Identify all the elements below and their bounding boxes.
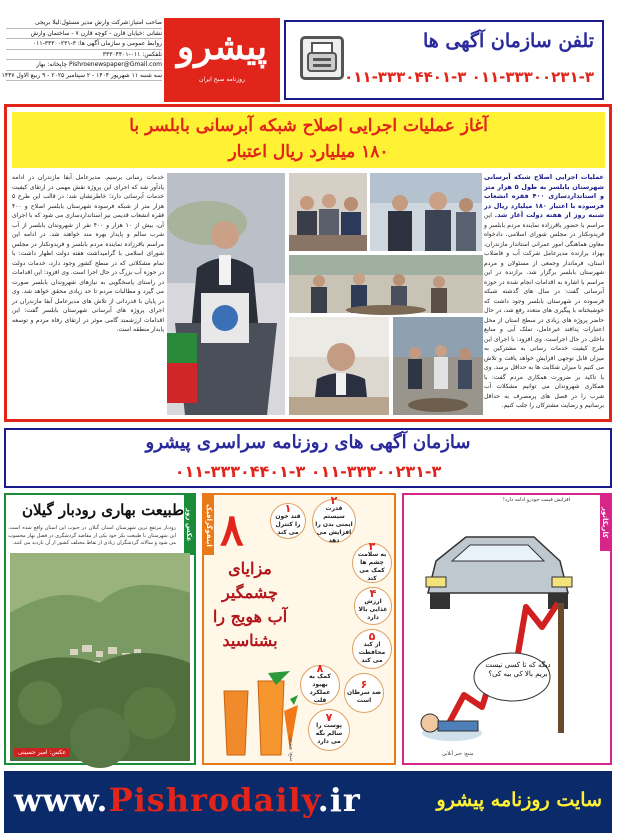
benefit-bubble: ۶ ضد سرطان است <box>344 673 384 713</box>
photo-work-site <box>289 255 483 313</box>
photo-of-day-tag: عکس روز <box>184 495 194 555</box>
photo-street-excavation <box>393 317 483 415</box>
cartoon-box <box>402 493 612 765</box>
website-label: سایت روزنامه پیشرو <box>436 789 602 811</box>
info-line: صاحب امتیاز:شرکت وارش مدیر مسئول:لیلا بریجی <box>6 18 162 29</box>
url-brand: Pishrodaily <box>108 781 318 819</box>
benefit-bubble: ۴ ارزش غذایی بالا دارد <box>354 587 392 625</box>
lead-body-right <box>484 173 604 415</box>
infographic-tag: اینفوگرافیک <box>204 495 214 555</box>
ads-phone-title: تلفن سازمان آگهی ها <box>422 30 594 52</box>
cartoon-caption: افزایش قیمت خودرو ادامه دارد! <box>502 497 570 503</box>
photo-of-day-caption: رودبار مرتفع ترین شهرستان استان گیلان در جنوب این استان واقع شده است. این شهرستان با طبیعت بکر خود یکی از مقاصد گردشگری در فصل بهار محسوب می شود و سالانه گردشگران زیادی از نقاط مختلف کشور از آن بازدید می کنند. <box>8 525 176 546</box>
ads-banner[interactable] <box>4 428 612 488</box>
masthead-info <box>1 18 162 100</box>
ads-phone-numbers: ۰۱۱-۳۳۳۰۰۲۳۱-۳ ۰۱۱-۳۳۳۰۴۴۰۱-۳ <box>344 68 594 86</box>
logo-text: پیشرو <box>176 26 268 68</box>
benefit-bubble: ۲ قدرت سیستم ایمنی بدن را افزایش می دهد <box>312 499 356 543</box>
photo-credit: عکس: امیر حسینی <box>14 748 70 757</box>
url-suffix: .ir <box>317 781 361 819</box>
lead-headline-line-2[interactable]: ۱۸۰ میلیارد ریال اعتبار <box>228 142 389 162</box>
logo-subtitle: روزنامه صبح ایران <box>199 76 245 83</box>
photo-seated-official <box>289 317 389 415</box>
photo-officials-seated <box>289 173 367 251</box>
info-line: روابط عمومی و سازمان آگهی ها: ۳-۳۳۳۰۰۲۳۱-۰۱۱ <box>6 39 162 50</box>
infographic-source: منبع: چیزیون <box>288 735 294 762</box>
photo-rudbar-landscape <box>10 553 190 761</box>
infographic-box <box>202 493 396 765</box>
cartoon-illustration <box>408 507 592 757</box>
lead-headline-band <box>12 112 605 168</box>
benefit-bubble: ۳ به سلامت چشم ها کمک می کند <box>352 543 392 583</box>
photo-of-day-box <box>4 493 196 765</box>
lead-body-text: این مراسم با حضور باقرزاده نماینده مردم بابلسر و فریدونکنار در مجلس شورای اسلامی، دادخواه معاون هماهنگی امور عمرانی استاندار مازندران، بهزاد برازنده مدیرعامل شرکت آب و فاضلاب استان، فرماندار وجمعی از مسئولان و مردم شهرستان بابلسر برگزار شد. برازنده در این مراسم با اشاره به اقدامات انجام شده در حوزه آبرسانی گفت: در سال های گذشته شبکه فرسوده در شهرستان بابلسر وجود داشت که خوشبختانه با پیگیری های متعدد رفع شد، در حال حاضر پروژه های زیادی در سطح استان از محل اعتبارات پدافند غیرعامل، تملک آبی و منابع داخلی در حال اجراست. وی افزود: با اجرای این طرح کیفیت خدمات رسانی به مشترکین به میزان قابل توجهی افزایش خواهد یافت و تلاش می کنیم تا میزان شکایت ها به حداقل برسد. وی با تاکید بر ضرورت همکاری مردم گفت: با همکاری شهروندان می توانیم مشکلات آب شرب را در فصل های پرمصرف به حداقل برسانیم و رضایت مشترکان را جلب کنیم. <box>484 212 604 409</box>
info-line: سه شنبه ۱۱ شهریور ۱۴۰۴ - ۲ سپتامبر ۲۰۲۵ - ۹ ربیع الاول ۱۴۴۷ <box>6 71 162 82</box>
benefit-bubble: ۸ کمک به بهبود عملکرد قلب <box>300 665 340 705</box>
lead-story <box>4 104 612 422</box>
site-footer-banner[interactable] <box>4 771 612 833</box>
info-line: Pishroenewspaper@Gmail.com چاپخانه: بهار <box>6 60 162 71</box>
benefit-bubble: ۷ پوست را سالم نگه می دارد <box>308 709 350 751</box>
ads-banner-title: سازمان آگهی های روزنامه سراسری پیشرو <box>145 432 471 453</box>
info-line: تلفکس: ۰۱۱-۳۳۳۰۴۴۰۱ <box>6 50 162 61</box>
fax-icon <box>300 36 344 80</box>
info-line: نشانی :خیابان قارن - کوچه قارن ۷ - ساختمان وارش <box>6 29 162 40</box>
ads-banner-phones: ۰۱۱-۳۳۳۰۰۲۳۱-۳ ۰۱۱-۳۳۳۰۴۴۰۱-۳ <box>174 462 442 481</box>
infographic-number: ۸ <box>220 505 244 556</box>
photo-of-day-title[interactable]: طبیعت بهاری رودبار گیلان <box>21 501 185 519</box>
carrot-juice-illustration <box>218 671 298 759</box>
cartoon-credit: منبع: خبر آنلاین <box>442 751 474 757</box>
cartoon-tag: کاریکاتور <box>600 495 610 551</box>
lead-body-left: خدمات رسانی برسیم. مدیرعامل آبفا مازندران در ادامه یادآور شد که اجرای این پروژه نقش مهمی در ارتقای کیفیت خدمات آبرسانی دارد؛ خاطرنشان شد: در قالب این طرح ۵ هزار متر از شبکه فرسوده شهرستان بابلسر اصلاح و ۴۰۰ فقره انشعاب قدیمی نیز استانداردسازی می شود که با اجرای آن، بیش از ۱۰ هزار و ۴۰۰ نفر از شهروندان بابلسر از آب شرب سالم و پایدار بهره مند خواهند شد. در ادامه این مراسم باقرزاده نماینده مردم بابلسر و فریدونکنار در مجلس شورای اسلامی با گرامیداشت هفته دولت اظهار داشت: با تمام مشکلاتی که در سطح کشور وجود دارد، خدمات دولت در حوزه آب بزرگ در حال اجرا است. وی افزود: این اقدامات در راستای پاسخگویی به نیازهای شهروندان بابلسر صورت می گیرد و مطالبات مردم تا حد زیادی محقق خواهد شد. وی در پایان با قدردانی از تلاش های مدیرعامل آبفا مازندران در اجرای پروژه های آبرسانی شهرستان بابلسر گفت: این اقدامات ارزشمند گامی موثر در ارتقای رفاه مردم و توسعه پایدار منطقه است. <box>11 174 164 333</box>
newspaper-logo[interactable] <box>164 18 280 102</box>
cartoon-speech: دیگه که تا کسی نیست بریم بالا کی بیه کی؟ <box>485 661 551 678</box>
photo-speaker-podium <box>167 173 285 415</box>
benefit-bubble: ۱ قند خون را کنترل می کند <box>270 503 306 539</box>
infographic-title[interactable]: مزایای چشمگیر آب هویج را بشناسید <box>212 559 288 650</box>
ads-phone-box <box>284 20 604 100</box>
benefit-bubble: ۵ از کبد محافظت می کند <box>352 629 392 669</box>
lead-summary: عملیات اجرایی اصلاح شبکه آبرسانی شهرستان بابلسر به طول ۵ هزار متر و استانداردسازی ۴۰۰ فقره انشعاب فرسوده با اعتبار ۱۸۰ میلیارد ریال در شنبه روز از هفته دولت آغاز شد. <box>484 173 604 219</box>
url-prefix: www. <box>14 781 109 819</box>
website-url[interactable] <box>14 781 361 819</box>
photo-officials-standing <box>370 173 482 251</box>
lead-headline[interactable]: آغاز عملیات اجرایی اصلاح شبکه آبرسانی بابلسر با <box>129 116 488 136</box>
